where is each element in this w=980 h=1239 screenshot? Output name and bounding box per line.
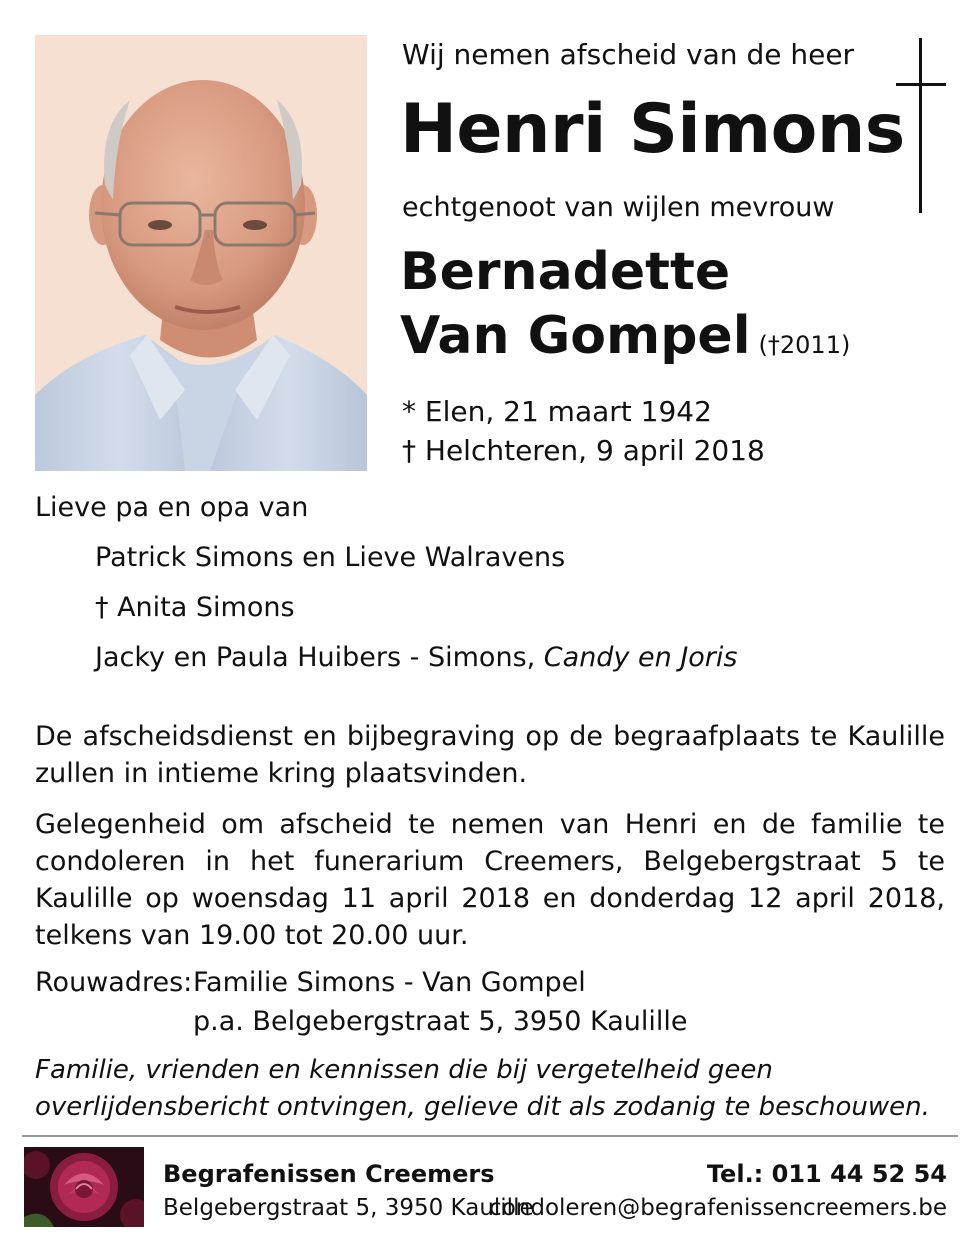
spouse-last-name: Van Gompel	[400, 306, 751, 366]
cross-icon	[896, 38, 946, 213]
visitation-paragraph: Gelegenheid om afscheid te nemen van Henri en de familie te condoleren in het funerarium Creemers, Belgebergstraat 5 te Kaulille op woensdag 11 april 2018 en donderdag 12 april 2018, telkens van 19.00 tot 20.00 uur.	[35, 809, 945, 951]
family-line: † Anita Simons	[95, 592, 295, 623]
mourning-address-label: Rouwadres:	[35, 967, 193, 998]
announcement-intro: Wij nemen afscheid van de heer	[402, 38, 855, 71]
spouse-last-name-line	[400, 306, 850, 366]
family-line	[95, 642, 737, 673]
family-intro: Lieve pa en opa van	[35, 492, 309, 523]
company-address: Belgebergstraat 5, 3950 Kaulille	[163, 1195, 534, 1221]
family-line-main: Jacky en Paula Huibers - Simons,	[95, 642, 544, 673]
funeral-company-name: Begrafenissen Creemers	[163, 1160, 495, 1188]
email-link[interactable]: condoleren@begrafenissencreemers.be	[489, 1195, 947, 1221]
ceremony-paragraph: De afscheidsdienst en bijbegraving op de begraafplaats te Kaulille zullen in intieme kring plaatsvinden.	[35, 721, 945, 789]
death-date: † Helchteren, 9 april 2018	[402, 434, 765, 467]
spouse-intro: echtgenoot van wijlen mevrouw	[402, 192, 835, 223]
spouse-death-year: (†2011)	[758, 331, 851, 359]
family-line: Patrick Simons en Lieve Walravens	[95, 542, 566, 573]
grandchildren: Candy en Joris	[543, 642, 738, 673]
mourning-address-line: Familie Simons - Van Gompel	[193, 967, 586, 998]
phone-number: Tel.: 011 44 52 54	[706, 1160, 947, 1188]
portrait-photo	[35, 35, 367, 471]
footer-divider	[22, 1135, 958, 1137]
birth-date: * Elen, 21 maart 1942	[402, 395, 712, 428]
spouse-first-name: Bernadette	[400, 242, 731, 302]
deceased-name: Henri Simons	[400, 90, 905, 169]
rose-icon	[24, 1147, 144, 1227]
mourning-address-line: p.a. Belgebergstraat 5, 3950 Kaulille	[193, 1006, 688, 1037]
notice-text: Familie, vrienden en kennissen die bij vergetelheid geen overlijdensbericht ontvingen, gelieve dit als zodanig te beschouwen.	[35, 1055, 930, 1122]
